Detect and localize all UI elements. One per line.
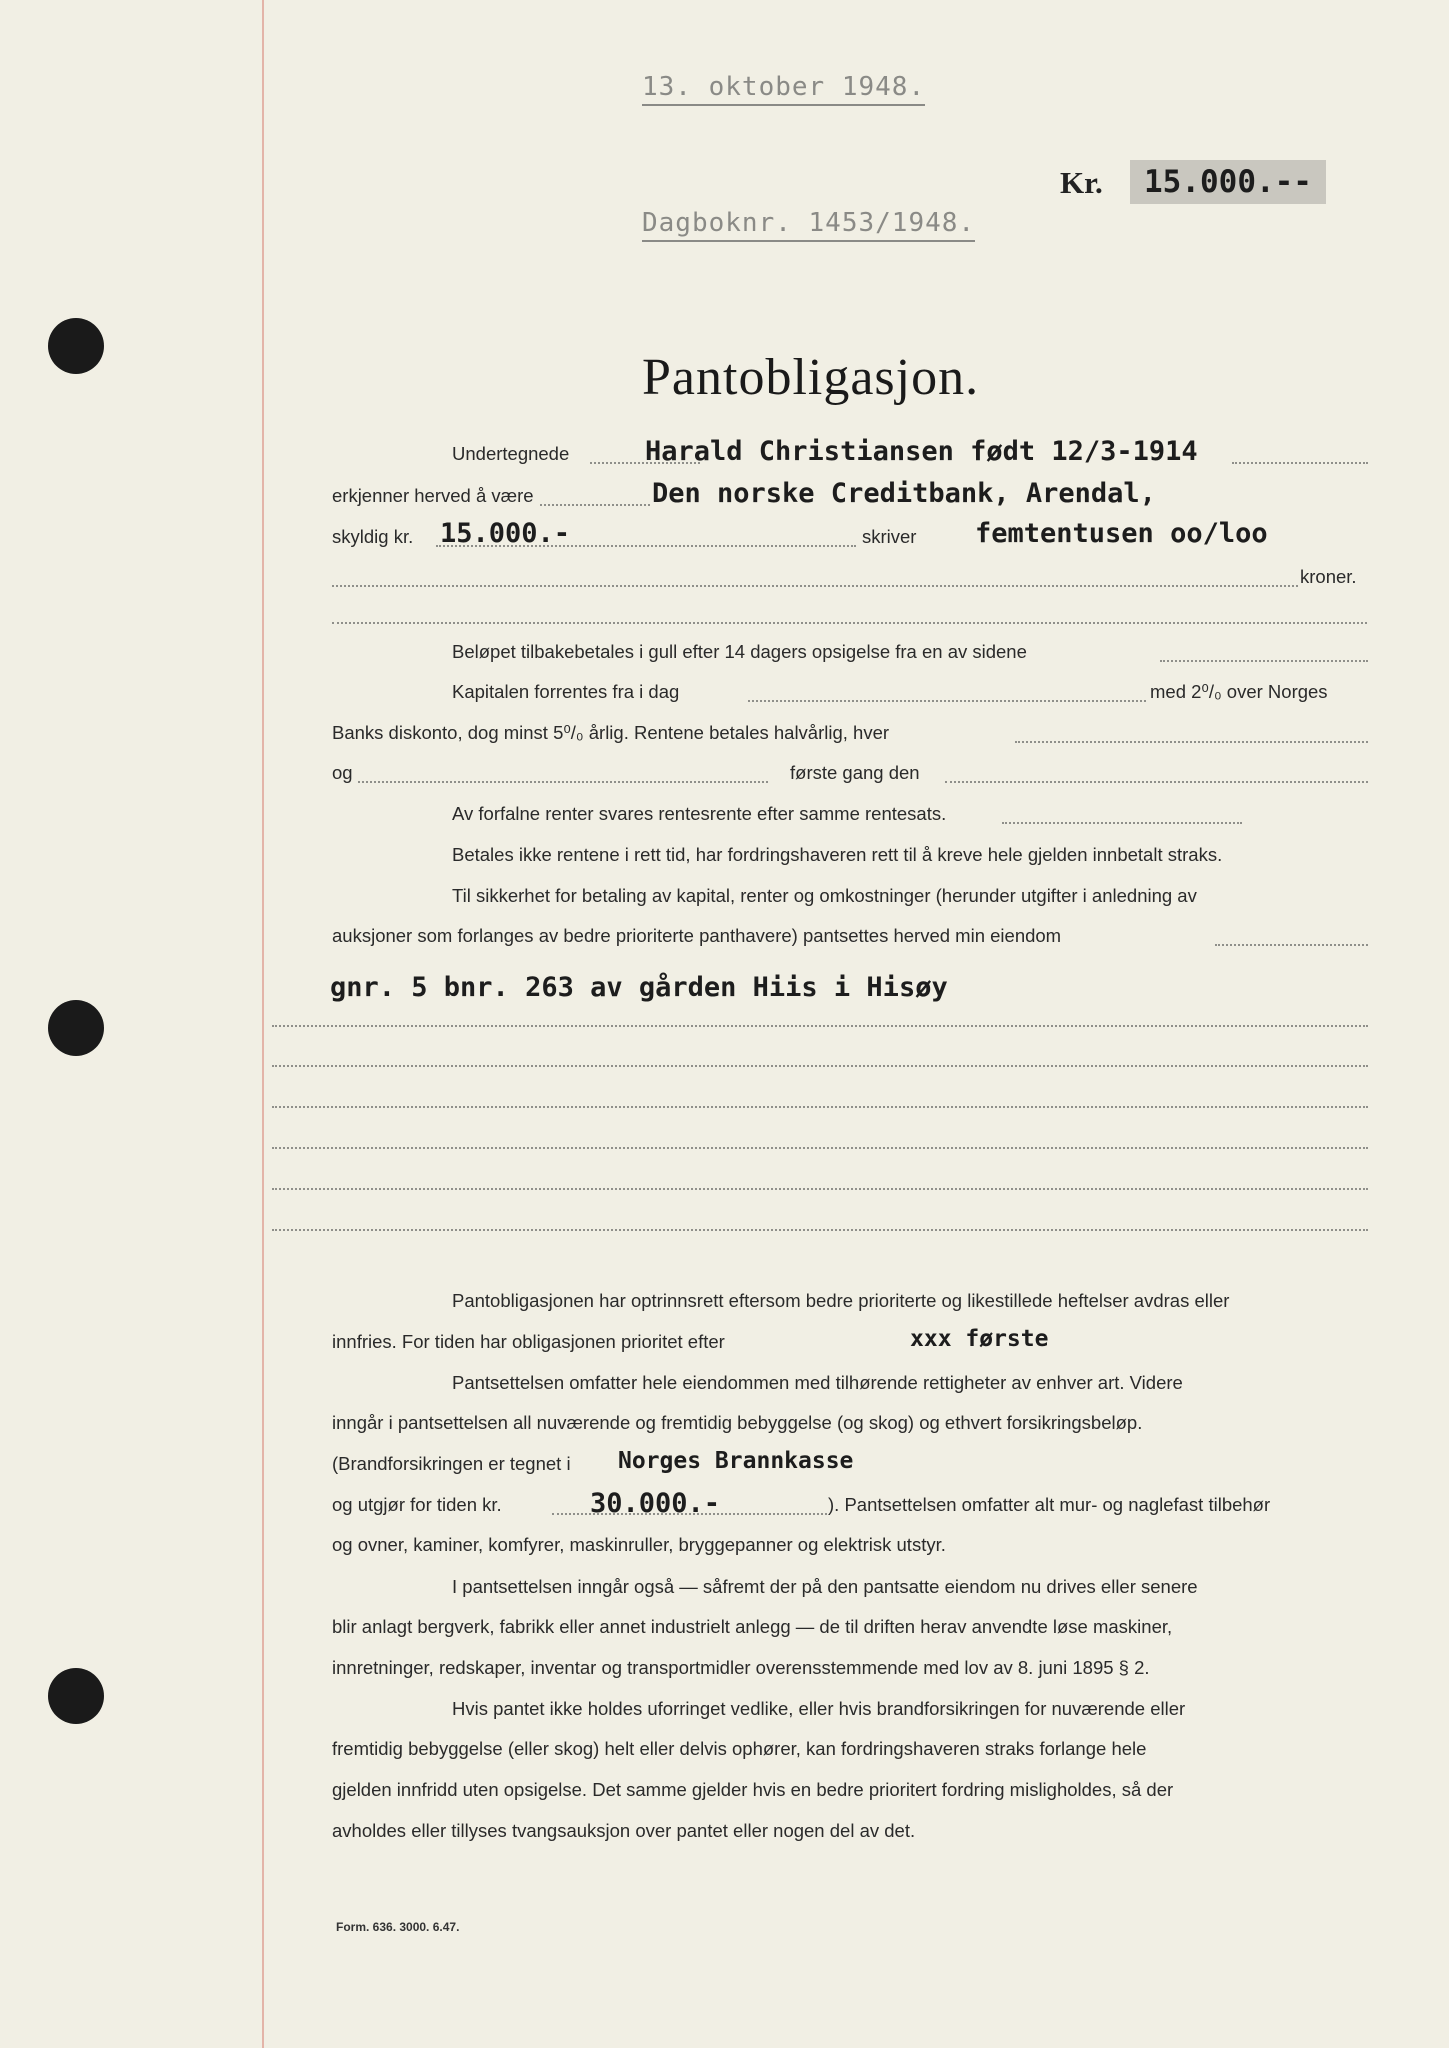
scope-line-3a: (Brandforsikringen er tegnet i: [332, 1453, 571, 1474]
term-line-8: auksjoner som forlanges av bedre prioriterte panthavere) pantsettes herved min eiendom: [332, 925, 1062, 946]
dotted-line: [540, 504, 650, 506]
skyldig-label: skyldig kr.: [332, 526, 414, 547]
amount-label: Kr.: [1060, 165, 1103, 200]
scope-line-2: inngår i pantsettelsen all nuværende og fremtidig bebyggelse (og skog) og ethvert forsikringsbeløp.: [332, 1412, 1143, 1433]
form-number: Form. 636. 3000. 6.47.: [336, 1920, 460, 1934]
default-line-2: fremtidig bebyggelse (eller skog) helt eller delvis ophører, kan fordringshaveren straks forlange hele: [332, 1738, 1147, 1759]
dotted-line: [332, 585, 1298, 587]
dotted-line: [1002, 822, 1242, 824]
dotted-line: [748, 700, 1146, 702]
creditor-name: Den norske Creditbank, Arendal,: [652, 478, 1156, 509]
property-description: gnr. 5 bnr. 263 av gården Hiis i Hisøy: [330, 972, 948, 1003]
dotted-line: [272, 1147, 1368, 1149]
scope-line-5: og ovner, kaminer, komfyrer, maskinruller, bryggepanner og elektrisk utstyr.: [332, 1534, 946, 1555]
dotted-line: [945, 781, 1368, 783]
punch-hole-middle: [48, 1000, 104, 1056]
dotted-line: [332, 622, 1367, 624]
dagboknr-stamp: Dagboknr. 1453/1948.: [642, 208, 975, 242]
term-line-2a: Kapitalen forrentes fra i dag: [452, 681, 680, 702]
skriver-label: skriver: [862, 526, 917, 547]
amount-in-words: femtentusen oo/loo: [975, 518, 1268, 549]
term-line-5: Av forfalne renter svares rentesrente efter samme rentesats.: [452, 803, 947, 824]
term-line-3: Banks diskonto, dog minst 5⁰/₀ årlig. Rentene betales halvårlig, hver: [332, 722, 890, 743]
dotted-line: [272, 1065, 1368, 1067]
dotted-line: [1015, 741, 1368, 743]
insured-amount: 30.000.-: [590, 1488, 721, 1519]
term-line-6: Betales ikke rentene i rett tid, har fordringshaveren rett til å kreve hele gjelden innbetalt straks.: [452, 844, 1223, 865]
term-line-4a: og: [332, 762, 353, 783]
insurer-name: Norges Brannkasse: [618, 1448, 854, 1474]
priority-line-2a: innfries. For tiden har obligasjonen prioritet efter: [332, 1331, 725, 1352]
industry-line-1: I pantsettelsen inngår også — såfremt der på den pantsatte eiendom nu drives eller senere: [452, 1576, 1198, 1597]
dotted-line: [272, 1188, 1368, 1190]
dotted-line: [1160, 660, 1368, 662]
term-line-2b: med 2⁰/₀ over Norges: [1150, 681, 1328, 702]
term-line-1: Beløpet tilbakebetales i gull efter 14 dagers opsigelse fra en av sidene: [452, 641, 1027, 662]
default-line-4: avholdes eller tillyses tvangsauksjon over pantet eller nogen del av det.: [332, 1820, 916, 1841]
dotted-line: [272, 1229, 1368, 1231]
term-line-7: Til sikkerhet for betaling av kapital, renter og omkostninger (herunder utgifter i anledning av: [452, 885, 1197, 906]
term-line-4b: første gang den: [790, 762, 920, 783]
document-title: Pantobligasjon.: [642, 349, 980, 406]
amount-box: 15.000.--: [1130, 160, 1326, 204]
industry-line-3: innretninger, redskaper, inventar og transportmidler overensstemmende med lov av 8. juni 1895 § 2.: [332, 1657, 1150, 1678]
dotted-line: [1232, 462, 1368, 464]
dotted-line: [272, 1025, 1368, 1027]
scope-line-4c: ). Pantsettelsen omfatter alt mur- og naglefast tilbehør: [828, 1494, 1271, 1515]
dotted-line: [358, 781, 768, 783]
kroner-label: kroner.: [1300, 566, 1357, 587]
punch-hole-bottom: [48, 1668, 104, 1724]
punch-hole-top: [48, 318, 104, 374]
margin-line: [262, 0, 264, 2048]
undertegnede-label: Undertegnede: [452, 443, 570, 464]
dotted-line: [1215, 944, 1368, 946]
amount-owed: 15.000.-: [440, 518, 571, 549]
default-line-3: gjelden innfridd uten opsigelse. Det samme gjelder hvis en bedre prioritert fordring misligholdes, så der: [332, 1779, 1174, 1800]
priority-line-1: Pantobligasjonen har optrinnsrett eftersom bedre prioriterte og likestillede heftelser avdras eller: [452, 1290, 1230, 1311]
erkjenner-label: erkjenner herved å være: [332, 485, 534, 506]
debtor-name: Harald Christiansen født 12/3-1914: [645, 436, 1198, 467]
date-stamp: 13. oktober 1948.: [642, 72, 925, 106]
scope-line-4a: og utgjør for tiden kr.: [332, 1494, 502, 1515]
priority-value: xxx første: [910, 1326, 1049, 1352]
industry-line-2: blir anlagt bergverk, fabrikk eller annet industrielt anlegg — de til driften herav anvendte løse maskiner,: [332, 1616, 1173, 1637]
scope-line-1: Pantsettelsen omfatter hele eiendommen med tilhørende rettigheter av enhver art. Videre: [452, 1372, 1183, 1393]
default-line-1: Hvis pantet ikke holdes uforringet vedlike, eller hvis brandforsikringen for nuværende eller: [452, 1698, 1186, 1719]
dotted-line: [272, 1106, 1368, 1108]
